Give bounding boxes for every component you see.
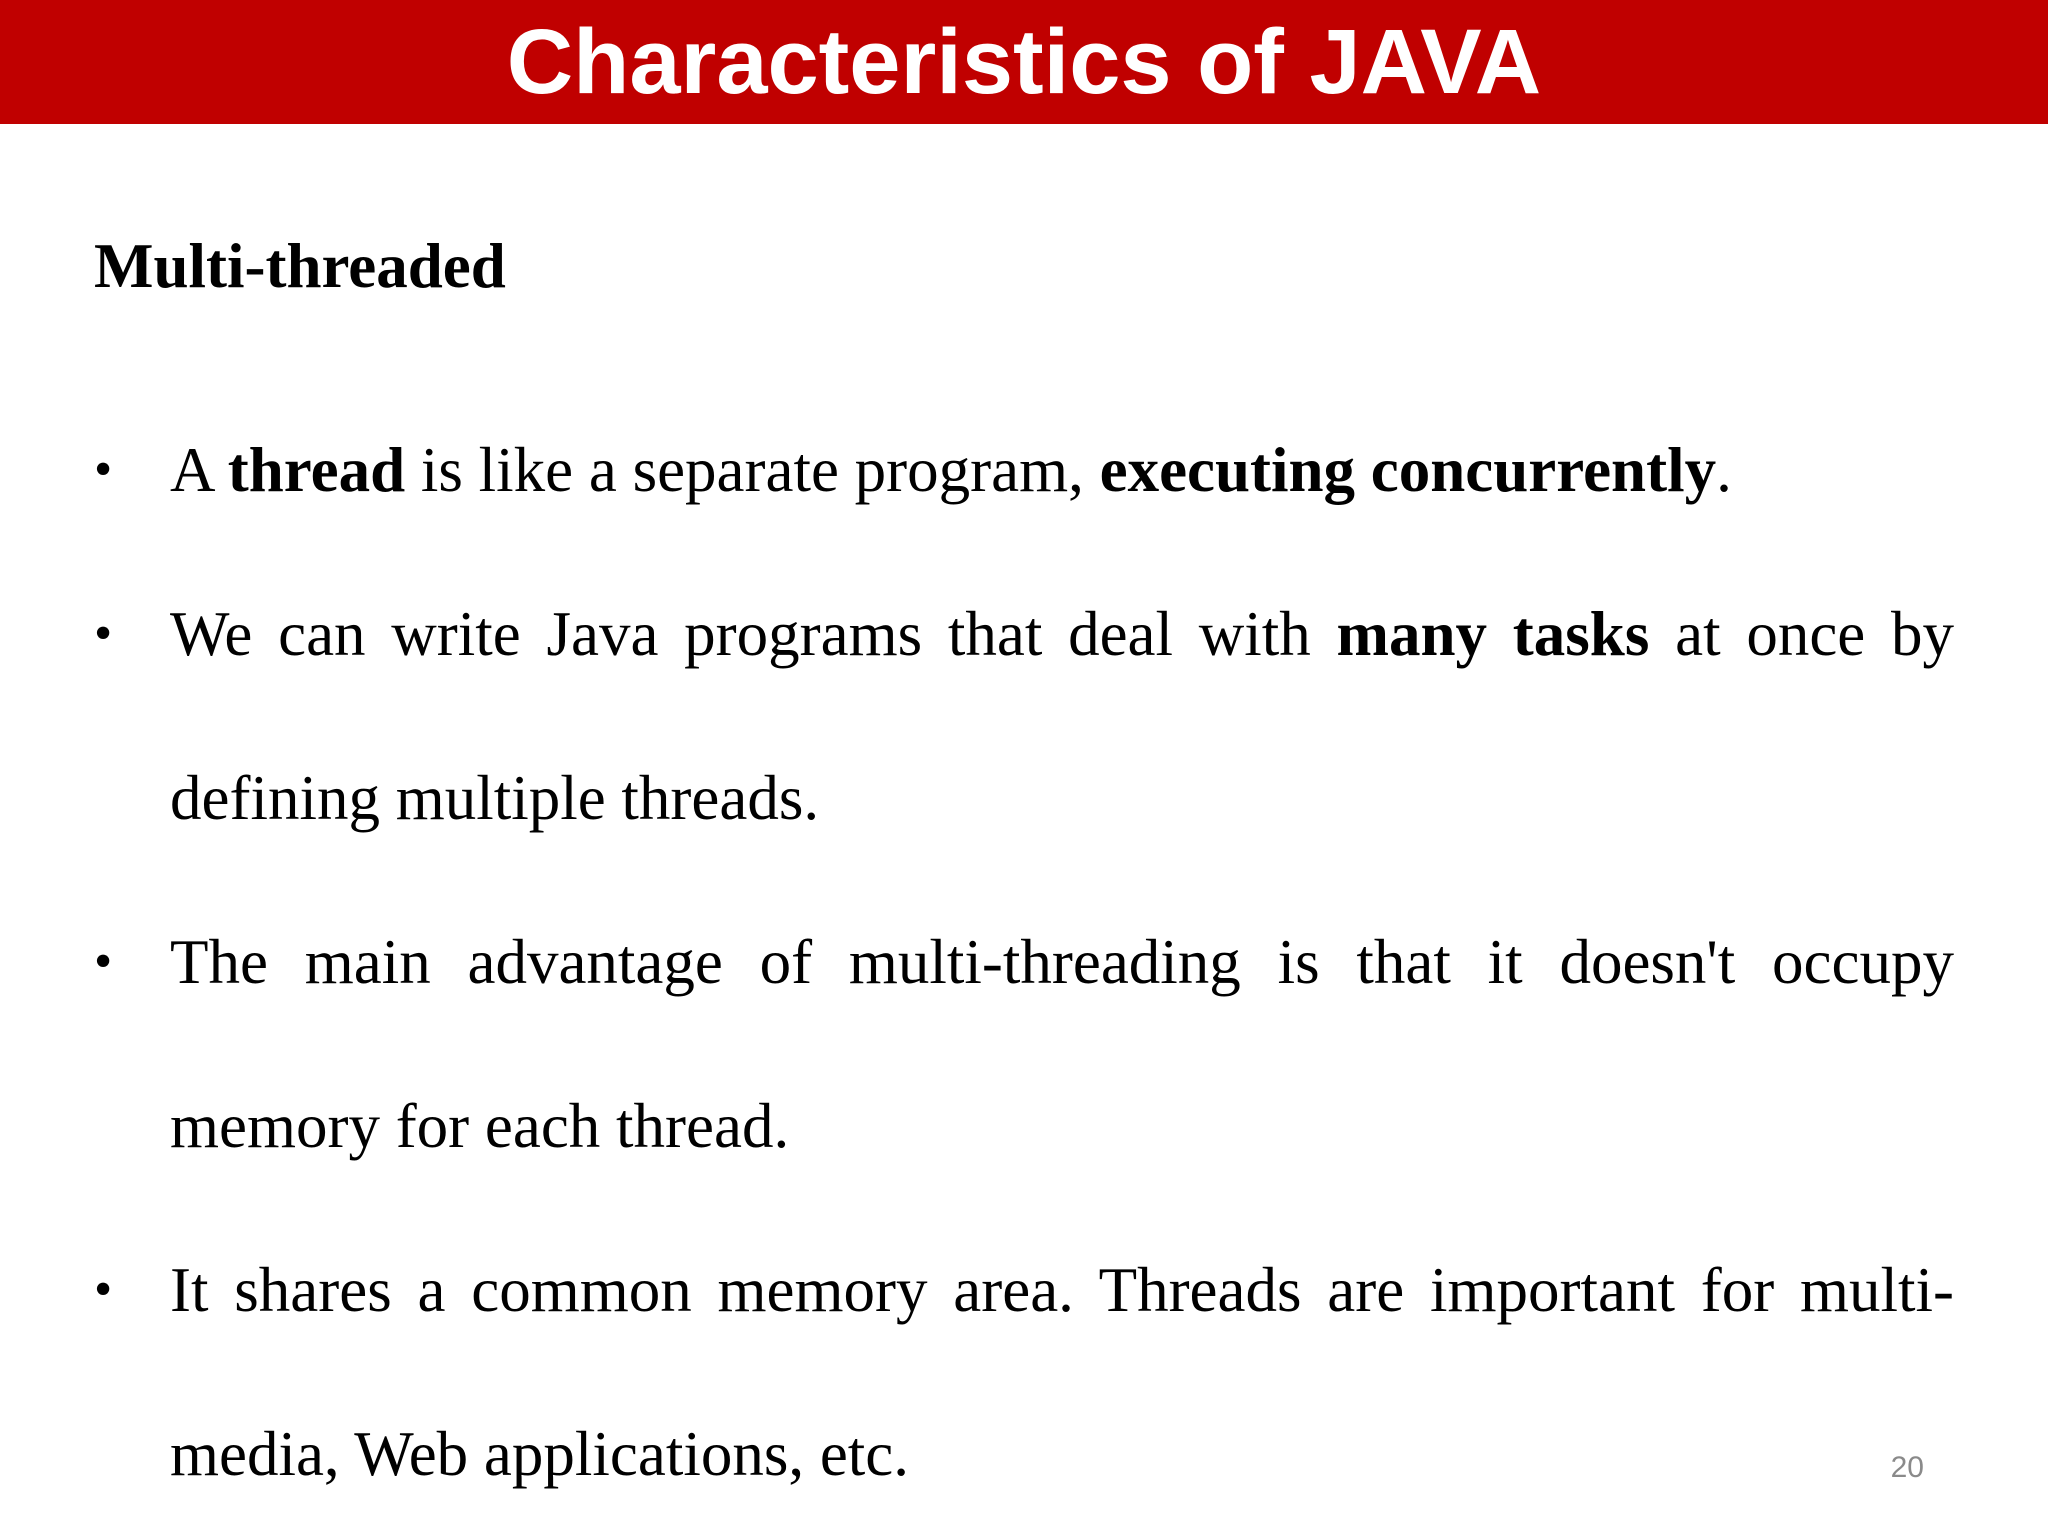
text-run: It shares a common memory area. Threads are important for multi-media, Web applications, etc. (170, 1255, 1954, 1489)
bullet-dot-icon: • (94, 441, 113, 498)
text-run: The main advantage of multi-threading is that it doesn't occupy memory for each thread. (170, 927, 1954, 1161)
slide-title: Characteristics of JAVA (506, 11, 1542, 113)
section-heading: Multi-threaded (94, 231, 506, 301)
bullet-item-3 (94, 880, 1954, 1208)
bullet-dot-icon: • (94, 605, 113, 662)
bullet-dot-icon: • (94, 1261, 113, 1318)
bullet-dot-icon: • (94, 933, 113, 990)
bold-text-run: many tasks (1336, 599, 1650, 669)
bullet-text (170, 435, 1732, 505)
text-run: . (1716, 435, 1732, 505)
bullet-item-2 (94, 552, 1954, 880)
text-run: at once by defining multiple threads. (170, 599, 1954, 833)
bullet-text (170, 927, 1954, 1161)
bullet-text (170, 1255, 1954, 1489)
text-run: A (170, 435, 228, 505)
page-number: 20 (1890, 1451, 1924, 1484)
bold-text-run: executing concurrently (1099, 435, 1717, 505)
bold-text-run: thread (227, 435, 406, 505)
text-run: We can write Java programs that deal with (170, 599, 1337, 669)
text-run: is like a separate program, (405, 435, 1100, 505)
bullet-item-4 (94, 1208, 1954, 1536)
bullet-text (170, 599, 1954, 833)
bullet-item-1 (94, 388, 1954, 552)
bullet-list (94, 388, 1954, 1536)
